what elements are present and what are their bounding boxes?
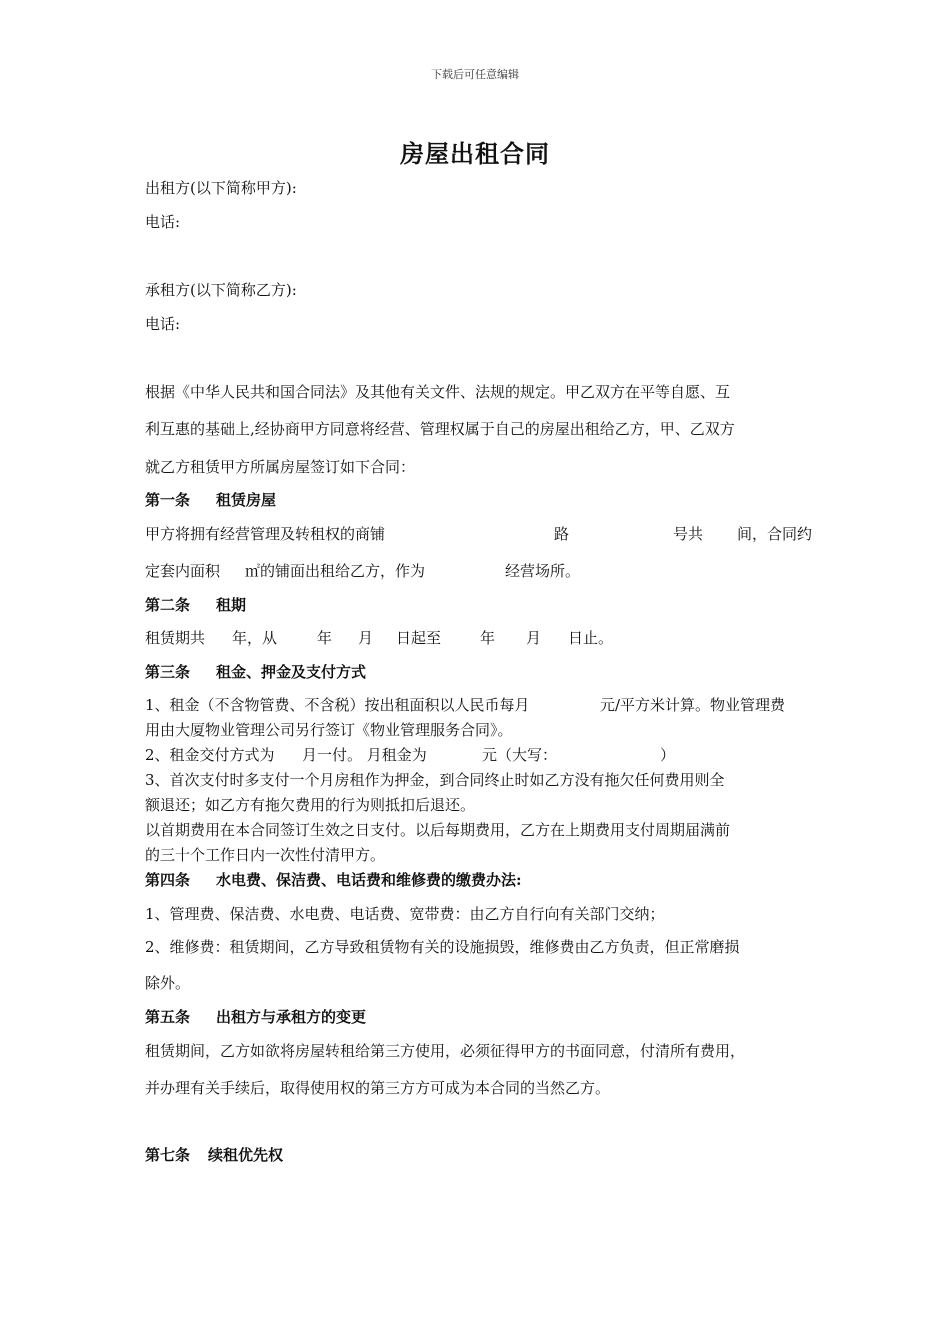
article-7-number: 第七条: [145, 1146, 191, 1164]
article-2-h: 日止。: [568, 629, 614, 647]
article-1-line-1c: 号共: [673, 525, 704, 543]
article-2-a: 租赁期共: [145, 629, 206, 647]
article-2-b: 年，从: [232, 629, 278, 647]
intro-line-2: 利互惠的基础上,经协商甲方同意将经营、管理权属于自己的房屋出租给乙方，甲、乙双方: [145, 420, 735, 438]
lessee-line: 承租方(以下简称乙方):: [145, 281, 297, 299]
article-3-title: 租金、押金及支付方式: [216, 663, 367, 681]
article-5-p1b: 并办理有关手续后，取得使用权的第三方方可成为本合同的当然乙方。: [145, 1079, 611, 1097]
article-4-p1: 1、管理费、保洁费、水电费、电话费、宽带费：由乙方自行向有关部门交纳；: [145, 905, 665, 923]
article-2-c: 年: [317, 629, 333, 647]
article-5-p1a: 租赁期间，乙方如欲将房屋转租给第三方使用，必须征得甲方的书面同意，付清所有费用，: [145, 1042, 746, 1060]
article-1-line-2b: ㎡的铺面出租给乙方，作为: [245, 562, 426, 580]
article-3-p3a: 3、首次支付时多支付一个月房租作为押金，到合同终止时如乙方没有拖欠任何费用则全: [145, 771, 725, 789]
article-3-number: 第三条: [145, 663, 191, 681]
intro-line-1: 根据《中华人民共和国合同法》及其他有关文件、法规的规定。甲乙双方在平等自愿、互: [145, 383, 731, 401]
article-2-e: 日起至: [396, 629, 442, 647]
article-1-line-1d: 间，合同约: [737, 525, 813, 543]
article-2-d: 月: [358, 629, 374, 647]
article-2-heading: [145, 594, 246, 615]
article-4-heading: [145, 869, 522, 890]
article-4-number: 第四条: [145, 871, 191, 889]
article-3-p1c: 用由大厦物业管理公司另行签订《物业管理服务合同》。: [145, 721, 513, 739]
article-1-line-1a: 甲方将拥有经营管理及转租权的商铺: [145, 525, 386, 543]
article-5-heading: [145, 1006, 366, 1027]
article-2-f: 年: [480, 629, 496, 647]
article-3-p4a: 以首期费用在本合同签订生效之日支付。以后每期费用，乙方在上期费用支付周期届满前: [145, 821, 731, 839]
article-3-p2a: 2、租金交付方式为: [145, 746, 275, 764]
article-4-p2b: 除外。: [145, 974, 191, 992]
article-1-line-1b: 路: [554, 525, 570, 543]
article-3-p4b: 的三十个工作日内一次性付清甲方。: [145, 846, 386, 864]
article-3-p2c: 元（大写：: [482, 746, 558, 764]
article-1-number: 第一条: [145, 491, 191, 509]
lessor-line: 出租方(以下简称甲方):: [145, 179, 297, 197]
article-3-p2b: 月一付。 月租金为: [302, 746, 427, 764]
article-2-g: 月: [526, 629, 542, 647]
article-5-number: 第五条: [145, 1008, 191, 1026]
article-1-line-2c: 经营场所。: [505, 562, 581, 580]
lessor-phone-line: 电话:: [145, 213, 181, 231]
article-1-line-2a: 定套内面积: [145, 562, 221, 580]
article-5-title: 出租方与承租方的变更: [216, 1008, 367, 1026]
article-3-heading: [145, 661, 366, 682]
article-2-title: 租期: [216, 596, 247, 614]
article-3-p2d: ）: [660, 746, 676, 764]
page-header: 下载后可任意编辑: [431, 68, 519, 81]
article-1-heading: [145, 489, 276, 510]
article-7-heading: [145, 1144, 283, 1165]
lessee-phone-line: 电话:: [145, 315, 181, 333]
article-3-p1b: 元/平方米计算。物业管理费: [600, 696, 786, 714]
article-4-title: 水电费、保洁费、电话费和维修费的缴费办法:: [216, 871, 522, 889]
article-3-p3b: 额退还；如乙方有拖欠费用的行为则抵扣后退还。: [145, 796, 476, 814]
document-title: 房屋出租合同: [400, 139, 550, 168]
article-4-p2a: 2、维修费：租赁期间，乙方导致租赁物有关的设施损毁，维修费由乙方负责，但正常磨损: [145, 938, 740, 956]
article-1-title: 租赁房屋: [216, 491, 277, 509]
article-3-p1a: 1、租金（不含物管费、不含税）按出租面积以人民币每月: [145, 696, 530, 714]
intro-line-3: 就乙方租赁甲方所属房屋签订如下合同：: [145, 458, 416, 476]
article-2-number: 第二条: [145, 596, 191, 614]
article-7-title: 续租优先权: [208, 1146, 284, 1164]
